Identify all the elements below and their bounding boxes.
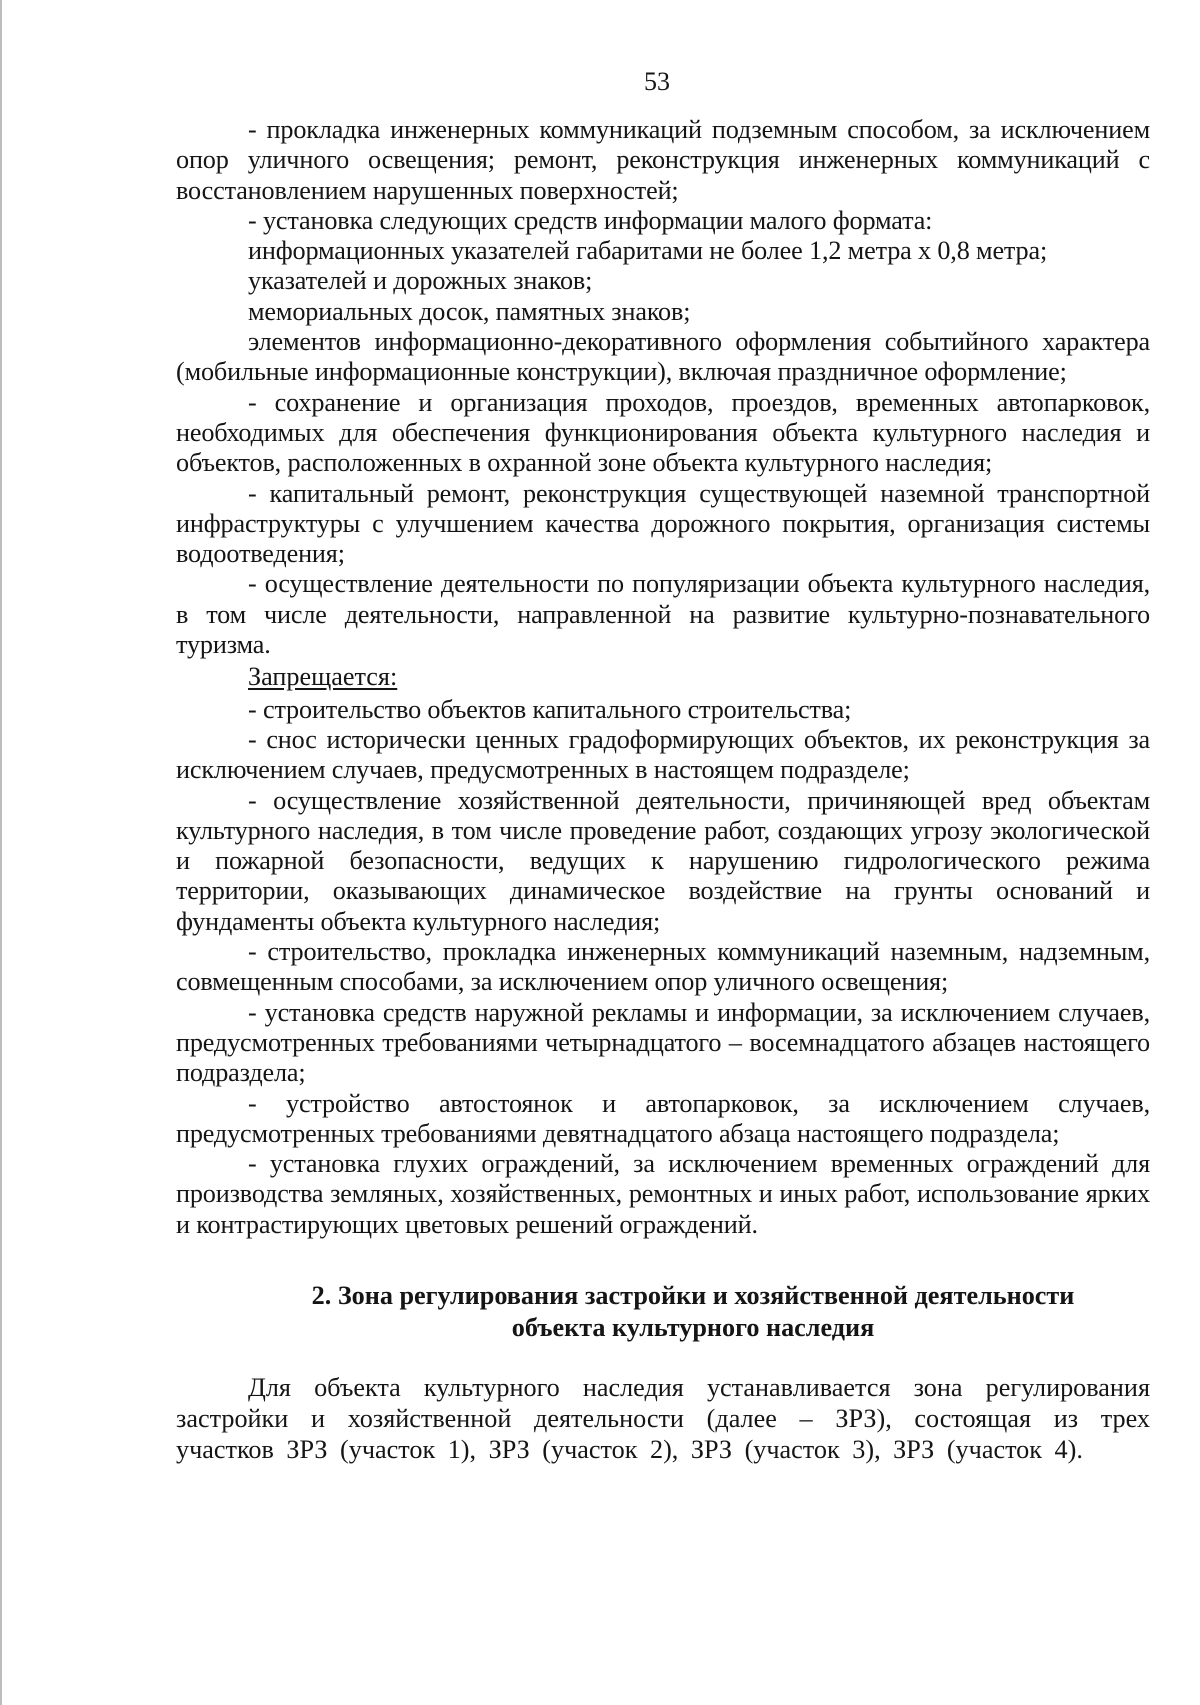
permitted-item: - осуществление деятельности по популяризации объекта культурного наследия, в том числе деятельности, направленной на развитие культурно-познавательного туризма. — [176, 569, 1150, 660]
permitted-subitem: информационных указателей габаритами не более 1,2 метра х 0,8 метра; — [248, 236, 1048, 266]
prohibited-item: - строительство, прокладка инженерных коммуникаций наземным, надземным, совмещенным способами, за исключением опор уличного освещения; — [176, 937, 1150, 997]
section-heading-line: объекта культурного наследия — [511, 1313, 875, 1342]
permitted-and-prohibited-list — [176, 115, 1150, 1240]
prohibited-item: - снос исторически ценных градоформирующих объектов, их реконструкция за исключением случаев, предусмотренных в настоящем подразделе; — [176, 724, 1150, 785]
permitted-item: - прокладка инженерных коммуникаций подземным способом, за исключением опор уличного освещения; ремонт, реконструкция инженерных коммуникаций с восстановлением нарушенных поверхностей; — [176, 115, 1150, 205]
section-heading — [176, 1280, 1150, 1344]
section-intro-paragraph: Для объекта культурного наследия устанавливается зона регулирования застройки и хозяйственной деятельности (далее – ЗРЗ), состоящая из трех участков ЗРЗ (участок 1), ЗРЗ (участок 2), ЗРЗ (участок 3), ЗРЗ (участок 4). — [176, 1373, 1150, 1464]
permitted-item: - сохранение и организация проходов, проездов, временных автопарковок, необходимых для обеспечения функционирования объекта культурного наследия и объектов, расположенных в охранной зоне объекта культурного наследия; — [176, 387, 1150, 478]
prohibited-item: - установка средств наружной рекламы и информации, за исключением случаев, предусмотренных требованиями четырнадцатого – восемнадцатого абзацев настоящего подраздела; — [176, 997, 1150, 1088]
permitted-subitem: элементов информационно-декоративного оформления событийного характера (мобильные информационные конструкции), включая праздничное оформление; — [176, 327, 1150, 387]
permitted-item: - капитальный ремонт, реконструкция существующей наземной транспортной инфраструктуры с улучшением качества дорожного покрытия, организация системы водоотведения; — [176, 478, 1150, 569]
prohibited-label: Запрещается: — [248, 662, 398, 692]
section-heading-line: 2. Зона регулирования застройки и хозяйственной деятельности — [311, 1281, 1075, 1310]
permitted-subitem: мемориальных досок, памятных знаков; — [248, 296, 691, 326]
permitted-item: - установка следующих средств информации малого формата: — [248, 205, 933, 235]
page-number: 53 — [644, 67, 670, 96]
prohibited-item: - строительство объектов капитального строительства; — [248, 694, 852, 724]
section-intro — [176, 1372, 1150, 1465]
prohibited-item: - установка глухих ограждений, за исключением временных ограждений для производства земляных, хозяйственных, ремонтных и иных работ, использование ярких и контрастирующих цветовых решений ограждений. — [176, 1149, 1150, 1239]
prohibited-item: - осуществление хозяйственной деятельности, причиняющей вред объектам культурного наследия, в том числе проведение работ, создающих угрозу экологической и пожарной безопасности, ведущих к нарушению гидрологического режима территории, оказывающих динамическое воздействие на грунты оснований и фундаменты объекта культурного наследия; — [176, 785, 1150, 936]
permitted-subitem: указателей и дорожных знаков; — [248, 266, 593, 296]
prohibited-item: - устройство автостоянок и автопарковок, за исключением случаев, предусмотренных требованиями девятнадцатого абзаца настоящего подраздела; — [176, 1088, 1150, 1148]
